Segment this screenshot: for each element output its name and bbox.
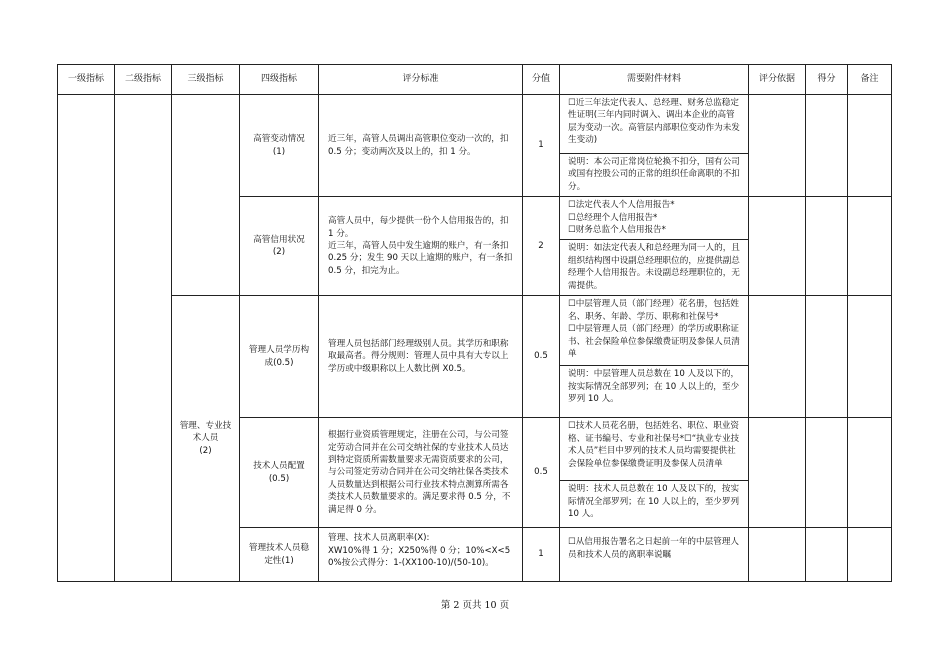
scoring-table xyxy=(57,64,892,582)
header-level4: 四级指标 xyxy=(240,65,319,95)
remarks-cell xyxy=(848,197,892,296)
criteria-cell xyxy=(319,197,523,296)
header-criteria: 评分标准 xyxy=(319,65,523,95)
level1-cell xyxy=(58,95,115,582)
header-level1: 一级指标 xyxy=(58,65,115,95)
materials-note: 说明：本公司正常岗位轮换不扣分，国有公司或国有控股公司的正常的组织任命离职的不扣分。 xyxy=(560,153,748,196)
level4-cell xyxy=(240,296,319,418)
points-cell xyxy=(806,296,848,418)
header-materials: 需要附件材料 xyxy=(560,65,749,95)
level3-label: 管理、专业技术人员 (2) xyxy=(179,420,232,456)
header-score: 分值 xyxy=(523,65,560,95)
basis-cell xyxy=(749,418,806,528)
header-remarks: 备注 xyxy=(848,65,892,95)
materials-cell xyxy=(560,418,749,528)
materials-list: ☐法定代表人个人信用报告* ☐总经理个人信用报告* ☐财务总监个人信用报告* xyxy=(568,200,675,236)
materials-cell xyxy=(560,95,749,197)
header-row xyxy=(58,65,892,95)
level4-label: 技术人员配置 (0.5) xyxy=(253,461,305,484)
materials-cell xyxy=(560,296,749,418)
header-level3: 三级指标 xyxy=(172,65,240,95)
criteria-text: 根据行业资质管理规定，注册在公司，与公司签定劳动合同并在公司交纳社保的专业技术人员达到特定资质所需数量要求无需资质要求的公司，与公司签定劳动合同并在公司交纳社保各类技术人员数量达到根据公司行业技术特点测算所需各类技术人员数量要求的。满足要求得 0.5 分，不满足得 0 分。 xyxy=(328,430,511,515)
level4-label: 管理技术人员稳定性(1) xyxy=(248,543,310,566)
level4-label: 高管信用状况 (2) xyxy=(253,234,305,258)
score-cell: 0.5 xyxy=(523,296,560,418)
level4-label: 高管变动情况 (1) xyxy=(253,134,305,157)
points-cell xyxy=(806,418,848,528)
criteria-cell xyxy=(319,95,523,197)
basis-cell xyxy=(749,528,806,582)
basis-cell xyxy=(749,95,806,197)
materials-note: 说明：技术人员总数在 10 人及以下的，按实际情况全部罗列；在 10 人以上的，至少罗列 10 人。 xyxy=(560,480,748,523)
level3-cell-empty xyxy=(172,95,240,296)
criteria-text: 管理人员包括部门经理级别人员。其学历和职称取最高者。得分规则：管理人员中具有大专以上学历或中级职称以上人数比例 X0.5。 xyxy=(328,338,509,374)
score-cell: 2 xyxy=(523,197,560,296)
points-cell xyxy=(806,197,848,296)
materials-note: 说明：中层管理人员总数在 10 人及以下的，按实际情况全部罗列；在 10 人以上的，至少罗列 10 人。 xyxy=(560,365,748,408)
materials-list: ☐技术人员花名册，包括姓名、职位、职业资格、证书编号、专业和社保号*☐“执业专业技术人员”栏目中罗列的技术人员均需要提供社会保险单位参保缴费证明及参保人员清单 xyxy=(568,421,740,469)
materials-cell xyxy=(560,197,749,296)
criteria-cell xyxy=(319,528,523,582)
level4-label: 管理人员学历构成(0.5) xyxy=(248,345,310,368)
remarks-cell xyxy=(848,296,892,418)
materials-note: 说明：如法定代表人和总经理为同一人的，且组织结构图中设副总经理职位的，应提供副总经理个人信用报告。未设副总经理职位的，无需提供。 xyxy=(560,239,748,295)
header-level2: 二级指标 xyxy=(115,65,172,95)
score-cell: 1 xyxy=(523,95,560,197)
materials-list: ☐中层管理人员（部门经理）花名册，包括姓名、职务、年龄、学历、职称和社保号* ☐中层管理人员（部门经理）的学历或职称证书、社会保险单位参保缴费证明及参保人员清单 xyxy=(568,299,740,359)
header-basis: 评分依据 xyxy=(749,65,806,95)
materials-cell xyxy=(560,528,749,582)
basis-cell xyxy=(749,197,806,296)
materials-list: ☐近三年法定代表人、总经理、财务总监稳定性证明(三年内同时调入、调出本企业的高管层为变动一次。高管层内部职位变动作为未发生变动) xyxy=(568,98,740,146)
criteria-text: 管理、技术人员离职率(X): XW10%得 1 分；X250%得 0 分；10%<X<50%按公式得分：1-(XX100-10)/(50-10)。 xyxy=(328,533,511,569)
level4-cell xyxy=(240,95,319,197)
remarks-cell xyxy=(848,528,892,582)
level3-cell xyxy=(172,296,240,582)
points-cell xyxy=(806,95,848,197)
page-footer: 第 2 页共 10 页 xyxy=(440,600,510,611)
table-row xyxy=(58,296,892,418)
score-cell: 0.5 xyxy=(523,418,560,528)
criteria-text: 近三年，高管人员调出高管职位变动一次的，扣 0.5 分；变动两次及以上的，扣 1 分。 xyxy=(328,134,509,157)
level4-cell xyxy=(240,418,319,528)
remarks-cell xyxy=(848,418,892,528)
score-cell: 1 xyxy=(523,528,560,582)
header-points: 得分 xyxy=(806,65,848,95)
level4-cell xyxy=(240,197,319,296)
criteria-cell xyxy=(319,418,523,528)
criteria-cell xyxy=(319,296,523,418)
criteria-text: 高管人员中，每少提供一份个人信用报告的，扣 1 分。 近三年，高管人员中发生逾期的账户，有一条扣 0.25 分；发生 90 天以上逾期的账户，有一条扣 0.5 分，扣完为止。 xyxy=(328,216,513,276)
table-row xyxy=(58,95,892,197)
level4-cell xyxy=(240,528,319,582)
materials-list: ☐从信用报告署名之日起前一年的中层管理人员和技术人员的离职率说瞩 xyxy=(568,537,739,560)
remarks-cell xyxy=(848,95,892,197)
basis-cell xyxy=(749,296,806,418)
level2-cell xyxy=(115,95,172,582)
points-cell xyxy=(806,528,848,582)
